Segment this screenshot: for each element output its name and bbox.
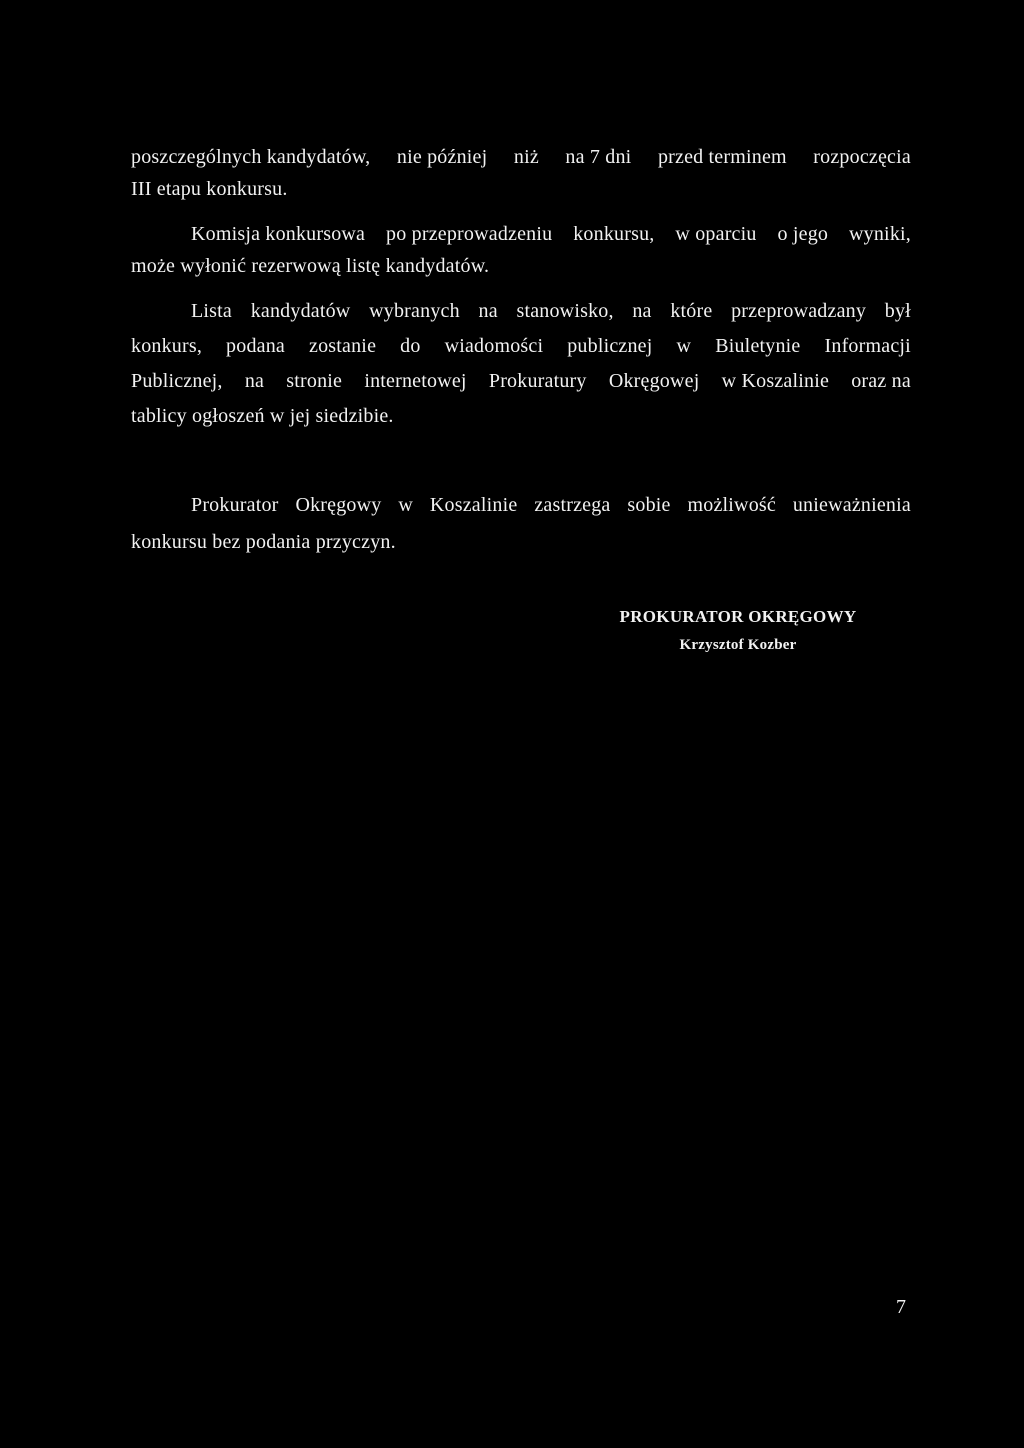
- text-fragment: o jego: [777, 223, 829, 245]
- paragraph-line: [131, 141, 911, 173]
- text-fragment: na: [632, 300, 652, 322]
- text-fragment: na: [478, 300, 498, 322]
- text-fragment: w oparciu: [675, 223, 757, 245]
- text-fragment: w Koszalinie: [721, 370, 830, 392]
- paragraph-line: [131, 294, 911, 329]
- text-fragment: wiadomości: [444, 335, 544, 357]
- text-fragment: w: [398, 494, 414, 516]
- text-fragment: w: [676, 335, 692, 357]
- text-fragment: po przeprowadzeniu: [386, 223, 553, 245]
- text-fragment: rozpoczęcia: [813, 146, 911, 168]
- signature-title: PROKURATOR OKRĘGOWY: [619, 607, 857, 626]
- paragraph-publication-info: [131, 294, 911, 434]
- text-fragment: oraz na: [851, 370, 911, 392]
- text-fragment: sobie: [627, 494, 671, 516]
- text-fragment: które: [670, 300, 713, 322]
- paragraph-line: [131, 487, 911, 524]
- text-fragment: wyniki,: [849, 223, 911, 245]
- text-fragment: Lista: [191, 300, 232, 322]
- text-fragment: podana: [226, 335, 286, 357]
- text-fragment: konkurs,: [131, 335, 203, 357]
- text-fragment: na: [244, 370, 265, 392]
- text-fragment: Prokuratury: [488, 370, 587, 392]
- text-fragment: Okręgowy: [295, 494, 382, 516]
- paragraph-cancellation-rights: [131, 487, 911, 561]
- text-fragment: przed terminem: [657, 146, 787, 168]
- text-fragment: był: [884, 300, 911, 322]
- text-fragment: Koszalinie: [429, 494, 518, 516]
- paragraph-candidates-notice: [131, 141, 911, 205]
- text-fragment: na 7 dni: [565, 146, 632, 168]
- paragraph-line: konkursu bez podania przyczyn.: [131, 531, 396, 553]
- text-fragment: Biuletynie: [715, 335, 801, 357]
- text-fragment: stanowisko,: [516, 300, 614, 322]
- text-fragment: publicznej: [567, 335, 653, 357]
- text-fragment: Prokurator: [191, 494, 279, 516]
- text-fragment: unieważnienia: [792, 494, 911, 516]
- paragraph-reserve-list: [131, 218, 911, 282]
- text-fragment: niż: [513, 146, 539, 168]
- text-fragment: możliwość: [687, 494, 776, 516]
- text-fragment: do: [400, 335, 421, 357]
- text-fragment: zastrzega: [534, 494, 611, 516]
- signature-name: Krzysztof Kozber: [679, 637, 797, 653]
- text-fragment: poszczególnych kandydatów,: [131, 146, 371, 168]
- paragraph-line: [131, 364, 911, 399]
- text-fragment: Informacji: [824, 335, 911, 357]
- text-fragment: stronie: [286, 370, 343, 392]
- text-fragment: konkursu,: [573, 223, 655, 245]
- text-fragment: Publicznej,: [131, 370, 223, 392]
- paragraph-line: tablicy ogłoszeń w jej siedzibie.: [131, 405, 394, 427]
- text-fragment: internetowej: [364, 370, 467, 392]
- text-fragment: Komisja konkursowa: [191, 223, 366, 245]
- text-fragment: przeprowadzany: [731, 300, 867, 322]
- page-number: 7: [896, 1296, 906, 1318]
- paragraph-line: [131, 329, 911, 364]
- text-fragment: wybranych: [369, 300, 460, 322]
- text-fragment: Okręgowej: [608, 370, 700, 392]
- paragraph-line: może wyłonić rezerwową listę kandydatów.: [131, 255, 490, 277]
- text-fragment: nie później: [396, 146, 488, 168]
- paragraph-line: [131, 218, 911, 250]
- paragraph-line: III etapu konkursu.: [131, 178, 288, 200]
- text-fragment: zostanie: [309, 335, 377, 357]
- text-fragment: kandydatów: [250, 300, 351, 322]
